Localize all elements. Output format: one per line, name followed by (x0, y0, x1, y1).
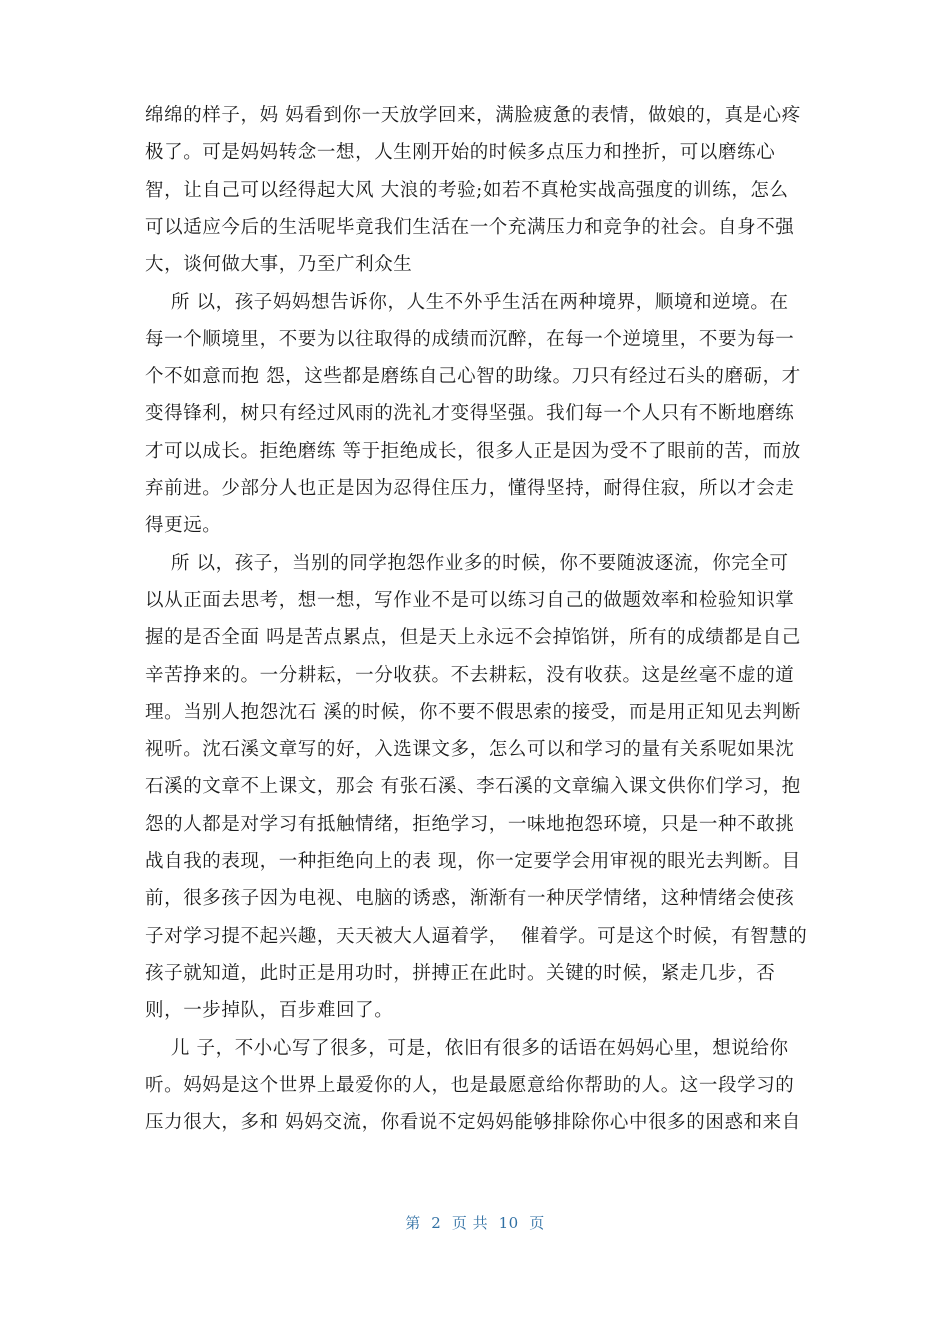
text-line: 理。当别人抱怨沈石 溪的时候，你不要不假思索的接受，而是用正知见去判断 (145, 701, 801, 723)
text-line: 大，谈何做大事，乃至广利众生 (145, 254, 413, 276)
text-line: 变得锋利，树只有经过风雨的洗礼才变得坚强。我们每一个人只有不断地磨练 (145, 403, 795, 425)
text-line: 视听。沈石溪文章写的好，入选课文多，怎么可以和学习的量有关系呢如果沈 (145, 739, 795, 761)
text-line: 前，很多孩子因为电视、电脑的诱惑，渐渐有一种厌学情绪，这种情绪会使孩 (145, 888, 795, 910)
text-line: 智，让自己可以经得起大风 大浪的考验;如若不真枪实战高强度的训练，怎么 (145, 179, 789, 201)
text-line: 才可以成长。拒绝磨练 等于拒绝成长，很多人正是因为受不了眼前的苦，而放 (145, 440, 801, 462)
text-line: 以从正面去思考，想一想，写作业不是可以练习自己的做题效率和检验知识掌 (145, 589, 795, 611)
page-footer: 第 2 页 共 10 页 (405, 1214, 545, 1232)
text-line: 可以适应今后的生活呢毕竟我们生活在一个充满压力和竞争的社会。自身不强 (145, 216, 795, 238)
text-line: 压力很大，多和 妈妈交流，你看说不定妈妈能够排除你心中很多的困惑和来自 (145, 1112, 801, 1134)
text-line: 孩子就知道，此时正是用功时，拼搏正在此时。关键的时候，紧走几步，否 (145, 962, 776, 984)
text-line: 战自我的表现，一种拒绝向上的表 现，你一定要学会用审视的眼光去判断。目 (145, 851, 801, 872)
text-line: 辛苦挣来的。一分耕耘，一分收获。不去耕耘，没有收获。这是丝毫不虚的道 (145, 664, 795, 686)
text-line: 所 以，孩子，当别的同学抱怨作业多的时候，你不要随波逐流，你完全可 (145, 552, 789, 574)
text-line: 儿 子，不小心写了很多，可是，依旧有很多的话语在妈妈心里，想说给你 (145, 1037, 789, 1059)
text-line: 得更远。 (145, 515, 222, 537)
text-line: 绵绵的样子，妈 妈看到你一天放学回来，满脸疲惫的表情，做娘的，真是心疼 (145, 105, 801, 126)
text-line: 每一个顺境里，不要为以往取得的成绩而沉醉，在每一个逆境里，不要为每一 (145, 328, 795, 350)
text-line: 个不如意而抱 怨，这些都是磨练自己心智的助缘。刀只有经过石头的磨砺，才 (145, 366, 801, 388)
text-line: 则，一步掉队，百步难回了。 (145, 1000, 394, 1022)
text-line: 握的是否全面 吗是苦点累点，但是天上永远不会掉馅饼，所有的成绩都是自己 (145, 627, 801, 649)
text-line: 子对学习提不起兴趣，天天被大人逼着学， 催着学。可是这个时候，有智慧的 (145, 925, 808, 947)
text-line: 极了。可是妈妈转念一想，人生刚开始的时候多点压力和挫折，可以磨练心 (145, 142, 776, 164)
text-line: 听。妈妈是这个世界上最爱你的人，也是最愿意给你帮助的人。这一段学习的 (145, 1074, 795, 1096)
text-line: 所 以，孩子妈妈想告诉你，人生不外乎生活在两种境界，顺境和逆境。在 (145, 291, 789, 313)
text-line: 弃前进。少部分人也正是因为忍得住压力，懂得坚持，耐得住寂，所以才会走 (145, 478, 795, 499)
text-line: 怨的人都是对学习有抵触情绪，拒绝学习，一味地抱怨环境，只是一种不敢挑 (145, 813, 795, 835)
text-line: 石溪的文章不上课文，那会 有张石溪、李石溪的文章编入课文供你们学习，抱 (145, 776, 801, 798)
